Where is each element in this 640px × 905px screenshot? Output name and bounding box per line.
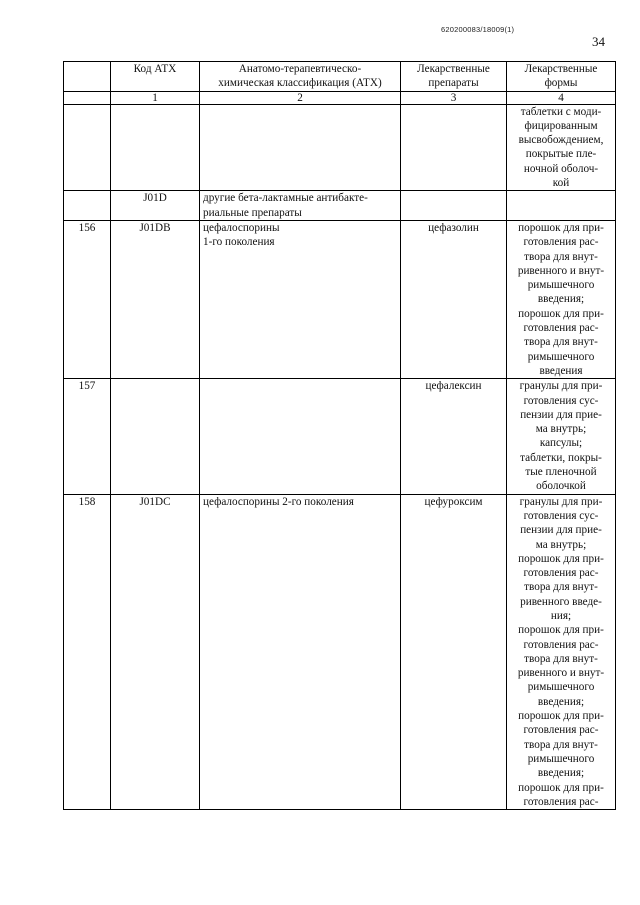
- column-index: 4: [507, 91, 616, 104]
- dosage-forms-line: порошок для при-: [518, 781, 604, 794]
- dosage-forms-line: введения: [539, 364, 583, 377]
- column-index: 1: [111, 91, 200, 104]
- dosage-forms-line: готовления рас-: [523, 322, 599, 335]
- dosage-forms-line: порошок для при-: [518, 307, 604, 320]
- dosage-forms-line: порошок для при-: [518, 552, 604, 565]
- dosage-forms-line: ривенного и внут-: [517, 264, 605, 277]
- dosage-forms-line: римышечного: [527, 752, 595, 765]
- dosage-forms-line: твора для внут-: [524, 652, 598, 665]
- dosage-forms-line: римышечного: [527, 279, 595, 292]
- dosage-forms-line: порошок для при-: [518, 710, 604, 723]
- dosage-forms-line: готовления рас-: [523, 236, 599, 249]
- dosage-forms-line: твора для внут-: [524, 250, 598, 263]
- dosage-forms-line: готовления рас-: [523, 795, 599, 808]
- document-id: 620200083/18009(1): [441, 25, 515, 34]
- atc-code: J01D: [111, 191, 200, 221]
- header-atc-classification: Анатомо-терапевтическо- химическая классификация (АТХ): [200, 62, 401, 92]
- table-row: [64, 379, 616, 494]
- atc-classification-line: 1-го поколения: [203, 236, 275, 249]
- atc-classification: [200, 379, 401, 494]
- atc-classification-line: цефалоспорины 2-го поколения: [203, 495, 354, 508]
- dosage-forms-line: ночной оболоч-: [523, 162, 599, 175]
- dosage-forms-line: покрытые пле-: [525, 148, 597, 161]
- table-row: [64, 220, 616, 378]
- dosage-forms-line: капсулы;: [539, 437, 583, 450]
- dosage-forms-line: ривенного и внут-: [517, 667, 605, 680]
- dosage-forms-line: готовления сус-: [523, 394, 599, 407]
- medicine-name: [401, 104, 507, 191]
- row-number: [64, 191, 111, 221]
- column-index: [64, 91, 111, 104]
- dosage-forms-line: ривенного введе-: [520, 595, 602, 608]
- dosage-forms-line: таблетки, покры-: [520, 451, 602, 464]
- dosage-forms-line: оболочкой: [536, 480, 586, 493]
- dosage-forms-line: пензии для прие-: [520, 408, 602, 421]
- dosage-forms-line: твора для внут-: [524, 581, 598, 594]
- atc-code: J01DC: [111, 494, 200, 810]
- header-atc-code: Код АТХ: [111, 62, 200, 92]
- dosage-forms-line: твора для внут-: [524, 336, 598, 349]
- dosage-forms: [507, 220, 616, 378]
- atc-code: J01DB: [111, 220, 200, 378]
- dosage-forms-line: фицированным: [524, 119, 598, 132]
- column-index-row: [64, 91, 616, 104]
- dosage-forms-line: готовления рас-: [523, 567, 599, 580]
- dosage-forms-line: введения;: [537, 767, 585, 780]
- dosage-forms-line: высвобождением,: [518, 134, 604, 147]
- dosage-forms: [507, 494, 616, 810]
- row-number: 158: [64, 494, 111, 810]
- dosage-forms-line: готовления рас-: [523, 638, 599, 651]
- dosage-forms-line: введения;: [537, 695, 585, 708]
- medicine-table: [63, 61, 616, 810]
- medicine-name: цефалексин: [401, 379, 507, 494]
- column-index: 2: [200, 91, 401, 104]
- dosage-forms-line: пензии для прие-: [520, 524, 602, 537]
- table-row: [64, 191, 616, 221]
- page-number: 34: [592, 34, 605, 49]
- dosage-forms-line: кой: [552, 177, 570, 190]
- row-number: 157: [64, 379, 111, 494]
- atc-classification: [200, 494, 401, 810]
- dosage-forms-line: тые пленочной: [525, 466, 597, 479]
- dosage-forms-line: римышечного: [527, 350, 595, 363]
- row-number: 156: [64, 220, 111, 378]
- dosage-forms-line: ния;: [550, 609, 572, 622]
- atc-classification-line: другие бета-лактамные антибакте-: [203, 192, 368, 205]
- medicine-name: [401, 191, 507, 221]
- dosage-forms: [507, 191, 616, 221]
- dosage-forms-line: порошок для при-: [518, 624, 604, 637]
- table-row: [64, 104, 616, 191]
- atc-code: [111, 379, 200, 494]
- dosage-forms: [507, 104, 616, 191]
- row-number: [64, 104, 111, 191]
- dosage-forms-line: готовления сус-: [523, 509, 599, 522]
- dosage-forms-line: готовления рас-: [523, 724, 599, 737]
- medicine-name: цефазолин: [401, 220, 507, 378]
- atc-classification-line: цефалоспорины: [203, 221, 280, 234]
- column-index: 3: [401, 91, 507, 104]
- dosage-forms-line: ма внутрь;: [535, 423, 587, 436]
- dosage-forms-line: твора для внут-: [524, 738, 598, 751]
- atc-classification: [200, 191, 401, 221]
- dosage-forms-line: введения;: [537, 293, 585, 306]
- dosage-forms-line: таблетки с моди-: [520, 105, 602, 118]
- header-dosage-forms: Лекарственные формы: [507, 62, 616, 92]
- table-header-row: [64, 62, 616, 92]
- dosage-forms-line: порошок для при-: [518, 221, 604, 234]
- atc-code: [111, 104, 200, 191]
- atc-classification: [200, 220, 401, 378]
- header-number: [64, 62, 111, 92]
- dosage-forms-line: римышечного: [527, 681, 595, 694]
- atc-classification: [200, 104, 401, 191]
- dosage-forms-line: гранулы для при-: [519, 495, 603, 508]
- header-medicines: Лекарственные препараты: [401, 62, 507, 92]
- atc-classification-line: риальные препараты: [203, 206, 302, 219]
- table-row: [64, 494, 616, 810]
- dosage-forms-line: ма внутрь;: [535, 538, 587, 551]
- dosage-forms-line: гранулы для при-: [519, 380, 603, 393]
- dosage-forms: [507, 379, 616, 494]
- medicine-name: цефуроксим: [401, 494, 507, 810]
